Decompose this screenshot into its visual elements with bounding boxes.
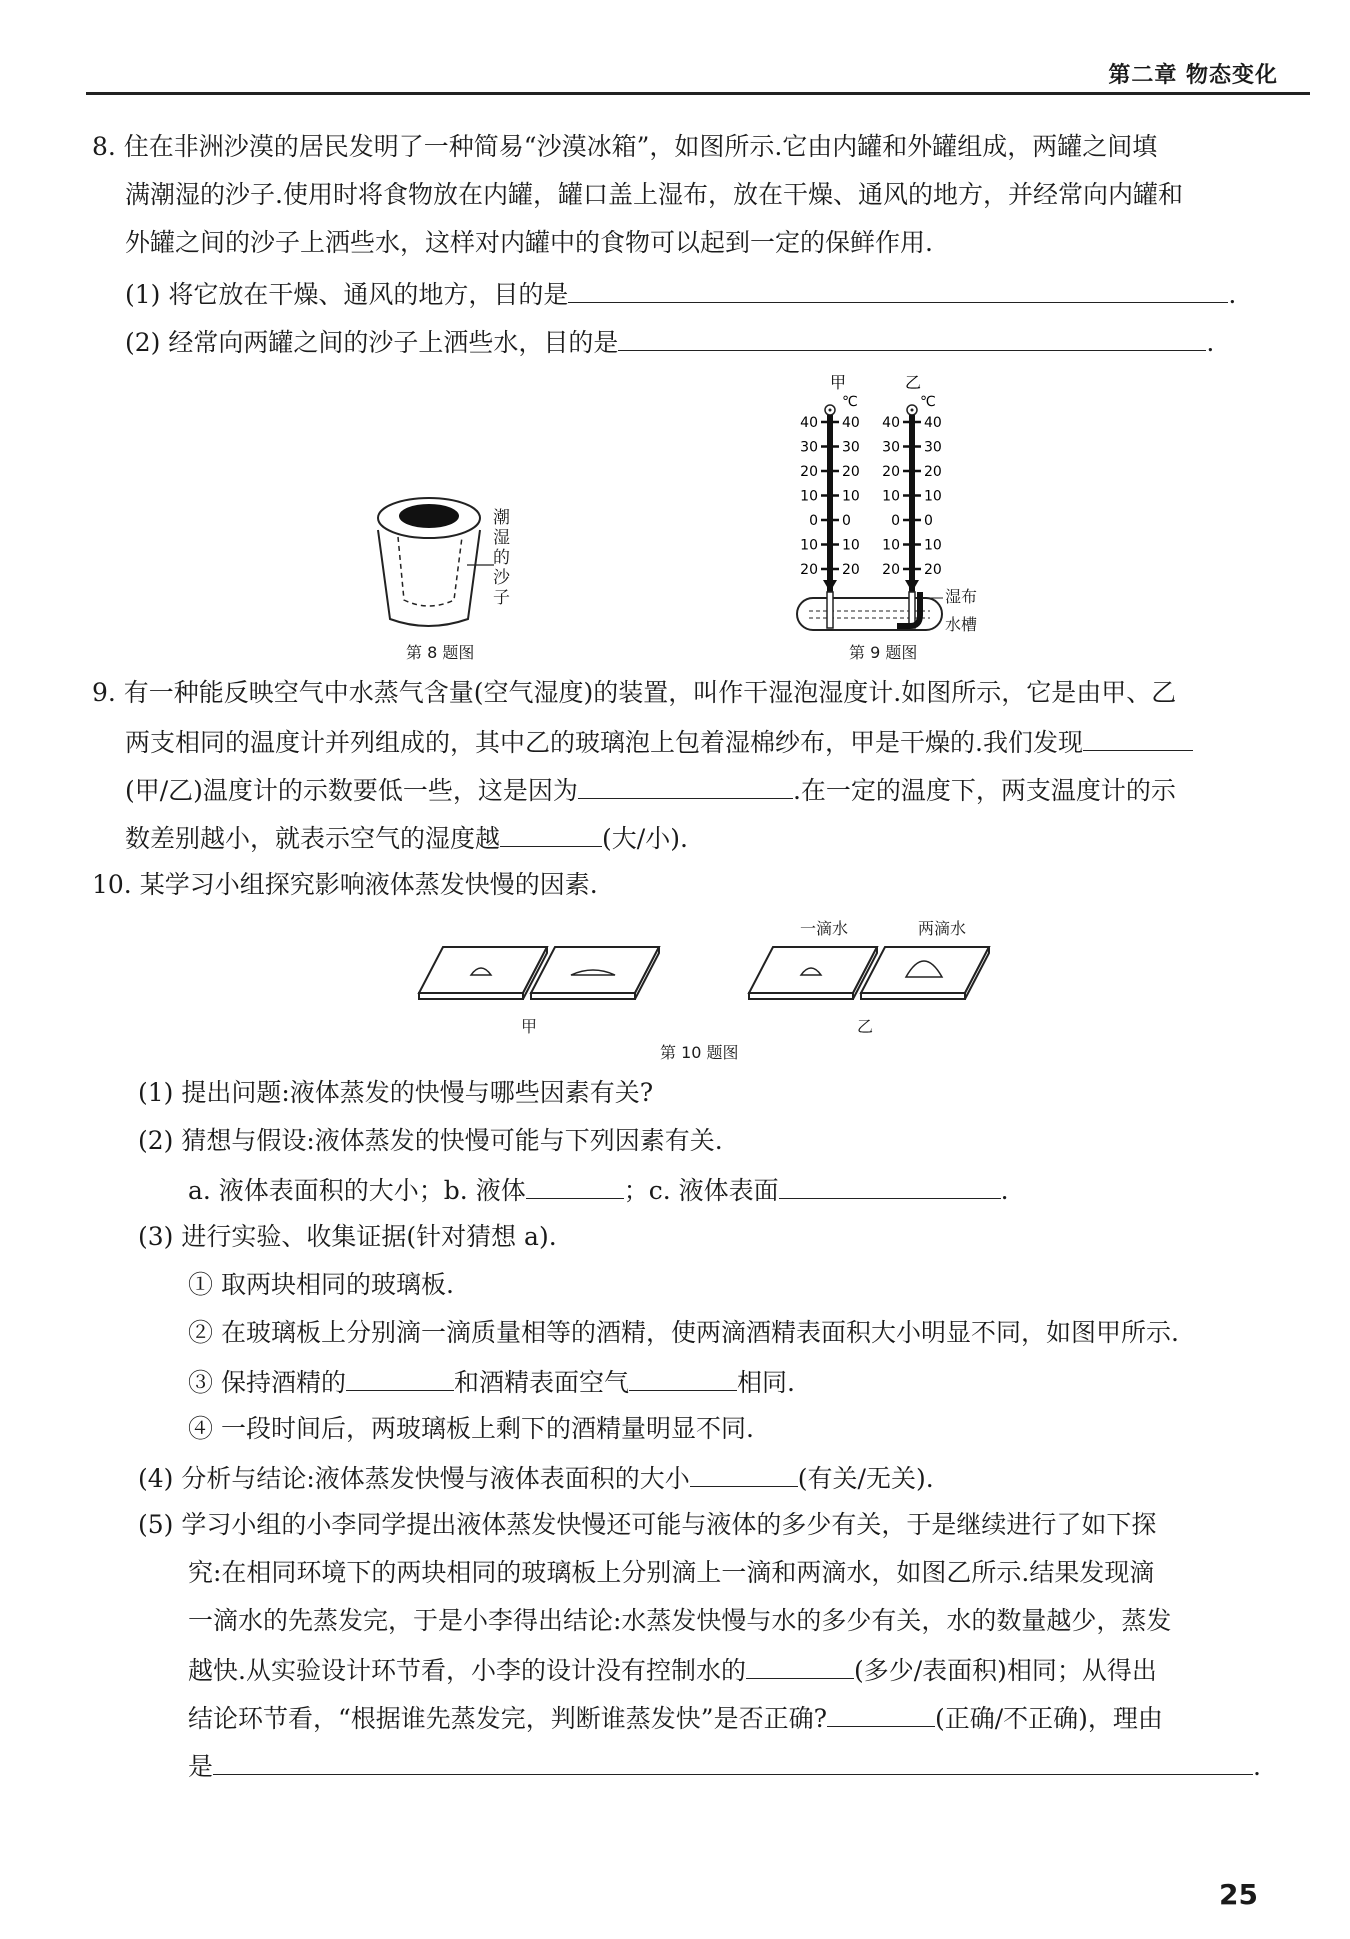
fig10-one-drop-label: 一滴水 (800, 919, 849, 938)
q9-line-1: 9. 有一种能反映空气中水蒸气含量(空气湿度)的装置，叫作干湿泡湿度计.如图所示，它是由甲、乙 (92, 678, 1177, 707)
fig9-tick-label-right: 10 (924, 488, 942, 505)
q10-step3-text-b: 和酒精表面空气 (453, 1368, 629, 1397)
fig8-sand-label: 潮湿的沙子 (493, 508, 510, 608)
fig9-tick-label-left: 40 (800, 415, 818, 431)
q10-step-4: ④ 一段时间后，两玻璃板上剩下的酒精量明显不同. (188, 1414, 754, 1443)
page-number: 25 (1219, 1878, 1258, 1911)
q10-s4-text-a: (4) 分析与结论:液体蒸发快慢与液体表面积的大小 (138, 1464, 690, 1493)
q10-answer-s5-2[interactable] (827, 1700, 935, 1727)
fig9-tick-label-left: 20 (882, 464, 900, 480)
q10-s5-line-6-text-b: . (1253, 1752, 1261, 1781)
q10-step-2: ② 在玻璃板上分别滴一滴质量相等的酒精，使两滴酒精表面积大小明显不同，如图甲所示. (188, 1318, 1179, 1347)
q8-answer-1[interactable] (568, 276, 1228, 303)
q10-s2-text-a: a. 液体表面积的大小；b. 液体 (188, 1176, 526, 1205)
q10-s5-line-4-text-a: 越快.从实验设计环节看，小李的设计没有控制水的 (188, 1656, 746, 1685)
q9-line-4-text-a: 数差别越小，就表示空气的湿度越 (125, 824, 501, 853)
fig9-tick-label-left: 0 (891, 513, 900, 529)
fig9-tick-label-left: 30 (882, 439, 900, 456)
chapter-header: 第二章 物态变化 (1108, 63, 1278, 88)
q8-line-2: 满潮湿的沙子.使用时将食物放在内罐，罐口盖上湿布，放在干燥、通风的地方，并经常向内罐和 (125, 180, 1183, 209)
fig10-plate-yi-2 (861, 947, 989, 999)
fig9-tick-label-right: 40 (842, 415, 860, 431)
fig9-tick-label-right: 30 (924, 439, 942, 456)
q10-s2-text-c: . (1000, 1176, 1009, 1205)
q10-s5-line-4-text-b: (多少/表面积)相同；从得出 (853, 1656, 1157, 1685)
fig9-tick-label-right: 10 (842, 537, 860, 554)
fig9-tick-label-right: 20 (842, 464, 860, 480)
q10-s5-line-1: (5) 学习小组的小李同学提出液体蒸发快慢还可能与液体的多少有关，于是继续进行了如下探 (138, 1510, 1157, 1539)
fig10-two-drops-label: 两滴水 (918, 919, 967, 938)
fig9-tank-label: 水槽 (945, 615, 978, 634)
q9-line-2 (125, 724, 1193, 760)
fig10-plates (415, 935, 1015, 1025)
q8-sub-2 (125, 324, 1214, 360)
q10-s5-line-2: 究:在相同环境下的两块相同的玻璃板上分别滴上一滴和两滴水，如图乙所示.结果发现滴 (188, 1558, 1155, 1587)
fig9-tick-label-left: 20 (800, 464, 818, 480)
fig9-tick-label-right: 20 (924, 562, 942, 578)
q8-answer-2[interactable] (618, 324, 1206, 351)
q8-sub2-text: (2) 经常向两罐之间的沙子上洒些水，目的是 (125, 328, 619, 357)
fig9-tick-label-left: 10 (800, 537, 818, 554)
q10-step-3 (188, 1364, 795, 1400)
q8-sub2-end: . (1206, 328, 1215, 357)
fig9-caption: 第 9 题图 (849, 643, 918, 662)
q9-line-4 (125, 820, 688, 856)
q10-s1: (1) 提出问题:液体蒸发的快慢与哪些因素有关? (138, 1078, 654, 1107)
fig9-tick-label-right: 10 (842, 488, 860, 505)
fig10-jia-label: 甲 (521, 1017, 538, 1036)
fig10-plate-yi-1 (749, 947, 877, 999)
q8-sub1-end: . (1228, 280, 1237, 309)
q10-s2: (2) 猜想与假设:液体蒸发的快慢可能与下列因素有关. (138, 1126, 723, 1155)
q10-s3: (3) 进行实验、收集证据(针对猜想 a). (138, 1222, 557, 1251)
fig9-tick-label-right: 40 (924, 415, 942, 431)
fig9-tick-label-left: 0 (809, 513, 818, 529)
q10-step3-text-a: ③ 保持酒精的 (188, 1368, 346, 1397)
q9-line-2-text: 两支相同的温度计并列组成的，其中乙的玻璃泡上包着湿棉纱布，甲是干燥的.我们发现 (125, 728, 1083, 757)
q10-s4 (138, 1460, 934, 1496)
q10-answer-s4[interactable] (690, 1460, 798, 1487)
q10-s5-line-6-text-a: 是 (188, 1752, 214, 1781)
q9-line-3-text-b: .在一定的温度下，两支温度计的示 (792, 776, 1176, 805)
q10-answer-step3-1[interactable] (346, 1364, 454, 1391)
fig10-plate-jia-2 (531, 947, 659, 999)
q10-s2-options (188, 1172, 1009, 1208)
fig9-tick-label-left: 10 (800, 488, 818, 505)
q10-s5-line-3: 一滴水的先蒸发完，于是小李得出结论:水蒸发快慢与水的多少有关，水的数量越少，蒸发 (188, 1606, 1172, 1635)
q9-answer-3[interactable] (500, 820, 602, 847)
q9-line-4-text-b: (大/小). (602, 824, 688, 853)
q10-title: 10. 某学习小组探究影响液体蒸发快慢的因素. (92, 870, 598, 899)
q8-sub-1 (125, 276, 1236, 312)
fig10-yi-label: 乙 (857, 1017, 874, 1036)
q8-sub1-text: (1) 将它放在干燥、通风的地方，目的是 (125, 280, 569, 309)
q8-line-3: 外罐之间的沙子上洒些水，这样对内罐中的食物可以起到一定的保鲜作用. (125, 228, 933, 257)
fig9-unit-1: ℃ (842, 394, 858, 410)
fig9-unit-2: ℃ (920, 394, 936, 410)
q9-answer-1[interactable] (1083, 724, 1193, 751)
q10-answer-c[interactable] (779, 1172, 1001, 1199)
fig10-caption: 第 10 题图 (660, 1043, 739, 1062)
q10-s4-text-b: (有关/无关). (797, 1464, 934, 1493)
q10-s5-line-4 (188, 1652, 1157, 1688)
header-rule (86, 92, 1310, 95)
fig9-tick-label-right: 20 (924, 464, 942, 480)
q9-line-3 (125, 772, 1176, 808)
q9-answer-2[interactable] (578, 772, 793, 799)
q10-s2-text-b: ；c. 液体表面 (623, 1176, 779, 1205)
fig9-jia-label: 甲 (830, 373, 847, 392)
q10-answer-step3-2[interactable] (629, 1364, 737, 1391)
q9-line-3-text-a: (甲/乙)温度计的示数要低一些，这是因为 (125, 776, 578, 805)
fig9-cloth-label: 湿布 (945, 587, 978, 606)
fig9-tick-label-left: 10 (882, 488, 900, 505)
fig9-tick-label-left: 10 (882, 537, 900, 554)
fig9-scale-group (800, 415, 942, 578)
fig9-tick-label-right: 10 (924, 537, 942, 554)
q10-answer-s5-1[interactable] (746, 1652, 854, 1679)
q10-s5-line-6 (188, 1748, 1261, 1784)
q10-s5-line-5-text-a: 结论环节看，“根据谁先蒸发完，判断谁蒸发快”是否正确? (188, 1704, 827, 1733)
q8-line-1: 8. 住在非洲沙漠的居民发明了一种简易“沙漠冰箱”，如图所示.它由内罐和外罐组成，两罐之间填 (92, 132, 1158, 161)
fig9-tick-label-left: 20 (882, 562, 900, 578)
q10-step3-text-c: 相同. (736, 1368, 795, 1397)
q10-s5-line-5-text-b: (正确/不正确)，理由 (934, 1704, 1163, 1733)
q10-step-1: ① 取两块相同的玻璃板. (188, 1270, 454, 1299)
q10-answer-s5-3[interactable] (213, 1748, 1253, 1775)
q10-s5-line-5 (188, 1700, 1163, 1736)
fig10-plate-jia-1 (419, 947, 547, 999)
fig9-tick-label-right: 0 (842, 513, 851, 529)
fig9-tick-label-right: 30 (842, 439, 860, 456)
fig9-tick-label-right: 0 (924, 513, 933, 529)
q10-answer-b[interactable] (526, 1172, 624, 1199)
fig8-caption: 第 8 题图 (406, 643, 475, 662)
fig9-tick-label-right: 20 (842, 562, 860, 578)
fig9-yi-label: 乙 (905, 373, 922, 392)
fig9-tick-label-left: 20 (800, 562, 818, 578)
fig9-tick-label-left: 40 (882, 415, 900, 431)
fig9-tick-label-left: 30 (800, 439, 818, 456)
